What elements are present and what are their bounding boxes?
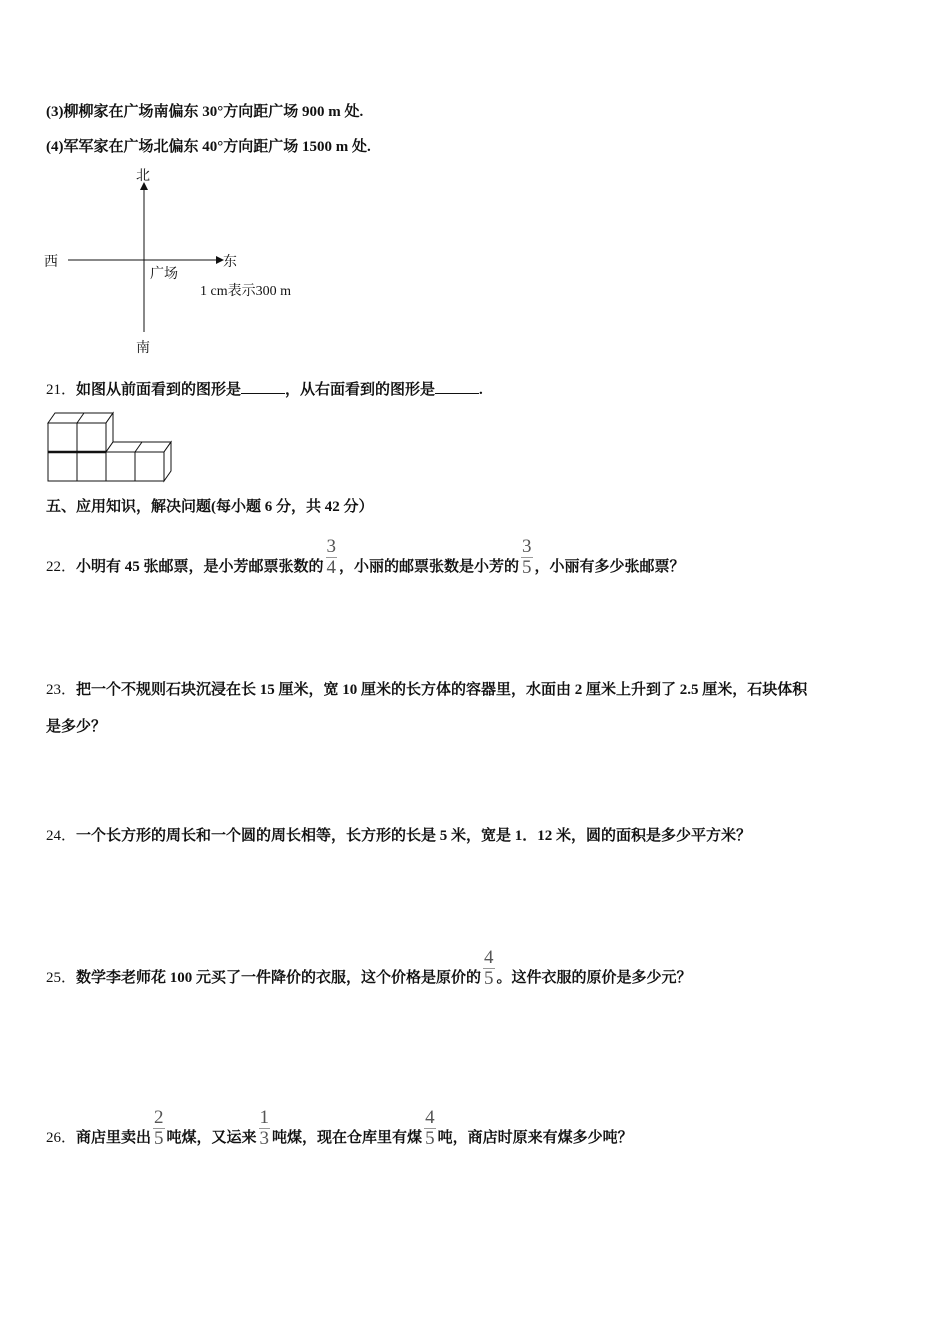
q23-text-a: 把一个不规则石块沉浸在长 15 厘米，宽 10 厘米的长方体的容器里，水面由 2 厘米上升到了 2.5 厘米，石块体积 bbox=[76, 682, 808, 698]
scale-label: 1 cm表示300 m bbox=[200, 284, 291, 299]
west-label: 西 bbox=[44, 255, 58, 270]
south-label: 南 bbox=[136, 341, 150, 356]
question-23-continued: 是多少？ bbox=[46, 719, 107, 735]
q22-text-a: 小明有 45 张邮票，是小芳邮票张数的 bbox=[76, 558, 324, 575]
q22-text-b: ，小丽的邮票张数是小芳的 bbox=[339, 558, 520, 575]
fraction: $\frac{2}{5}$ bbox=[154, 1107, 164, 1149]
item-3-text: (3)柳柳家在广场南偏东 30°方向距广场 900 m 处. bbox=[46, 104, 364, 120]
cube-figure bbox=[44, 408, 184, 488]
fraction: $\frac{1}{3}$ bbox=[259, 1107, 270, 1149]
question-number: 26． bbox=[46, 1129, 77, 1146]
question-23 bbox=[46, 680, 807, 700]
fraction: $\frac{3}{5}$ bbox=[522, 536, 532, 578]
section-5-heading: 五、应用知识，解决问题(每小题 6 分，共 42 分） bbox=[46, 499, 374, 515]
q26-text-c: 吨煤，现在仓库里有煤 bbox=[272, 1129, 423, 1146]
fraction: $\frac{3}{4}$ bbox=[326, 536, 337, 578]
question-number: 22． bbox=[46, 558, 77, 575]
question-22 bbox=[46, 536, 685, 588]
center-label: 广场 bbox=[150, 267, 178, 282]
q26-text-d: 吨，商店时原来有煤多少吨？ bbox=[437, 1129, 633, 1146]
fraction: $\frac{4}{5}$ bbox=[484, 947, 494, 989]
q25-text-b: 。这件衣服的原价是多少元？ bbox=[496, 969, 692, 986]
q25-text-a: 数学李老师花 100 元买了一件降价的衣服，这个价格是原价的 bbox=[76, 969, 482, 986]
answer-blank-right[interactable] bbox=[435, 379, 479, 394]
question-26 bbox=[46, 1107, 633, 1159]
fraction: $\frac{4}{5}$ bbox=[425, 1107, 435, 1149]
question-number: 24． bbox=[46, 828, 77, 844]
q24-text: 一个长方形的周长和一个圆的周长相等，长方形的长是 5 米，宽是 1．12 米，圆的面积是多少平方米？ bbox=[76, 828, 752, 844]
q21-text-c: . bbox=[479, 382, 483, 398]
north-label: 北 bbox=[136, 169, 150, 184]
compass-diagram bbox=[40, 160, 340, 360]
question-number: 23． bbox=[46, 682, 77, 698]
question-25 bbox=[46, 947, 692, 999]
q21-text-a: 如图从前面看到的图形是 bbox=[76, 382, 242, 398]
q26-text-a: 商店里卖出 bbox=[76, 1129, 152, 1146]
q26-text-b: 吨煤，又运来 bbox=[166, 1129, 257, 1146]
q21-text-b: ，从右面看到的图形是 bbox=[285, 382, 436, 398]
east-label: 东 bbox=[223, 255, 237, 270]
q22-text-c: ，小丽有多少张邮票？ bbox=[534, 558, 685, 575]
question-21 bbox=[46, 379, 483, 400]
answer-blank-front[interactable] bbox=[241, 379, 285, 394]
question-number: 21． bbox=[46, 382, 77, 398]
question-number: 25． bbox=[46, 969, 77, 986]
item-4-text: (4)军军家在广场北偏东 40°方向距广场 1500 m 处. bbox=[46, 139, 371, 155]
question-24 bbox=[46, 826, 751, 846]
